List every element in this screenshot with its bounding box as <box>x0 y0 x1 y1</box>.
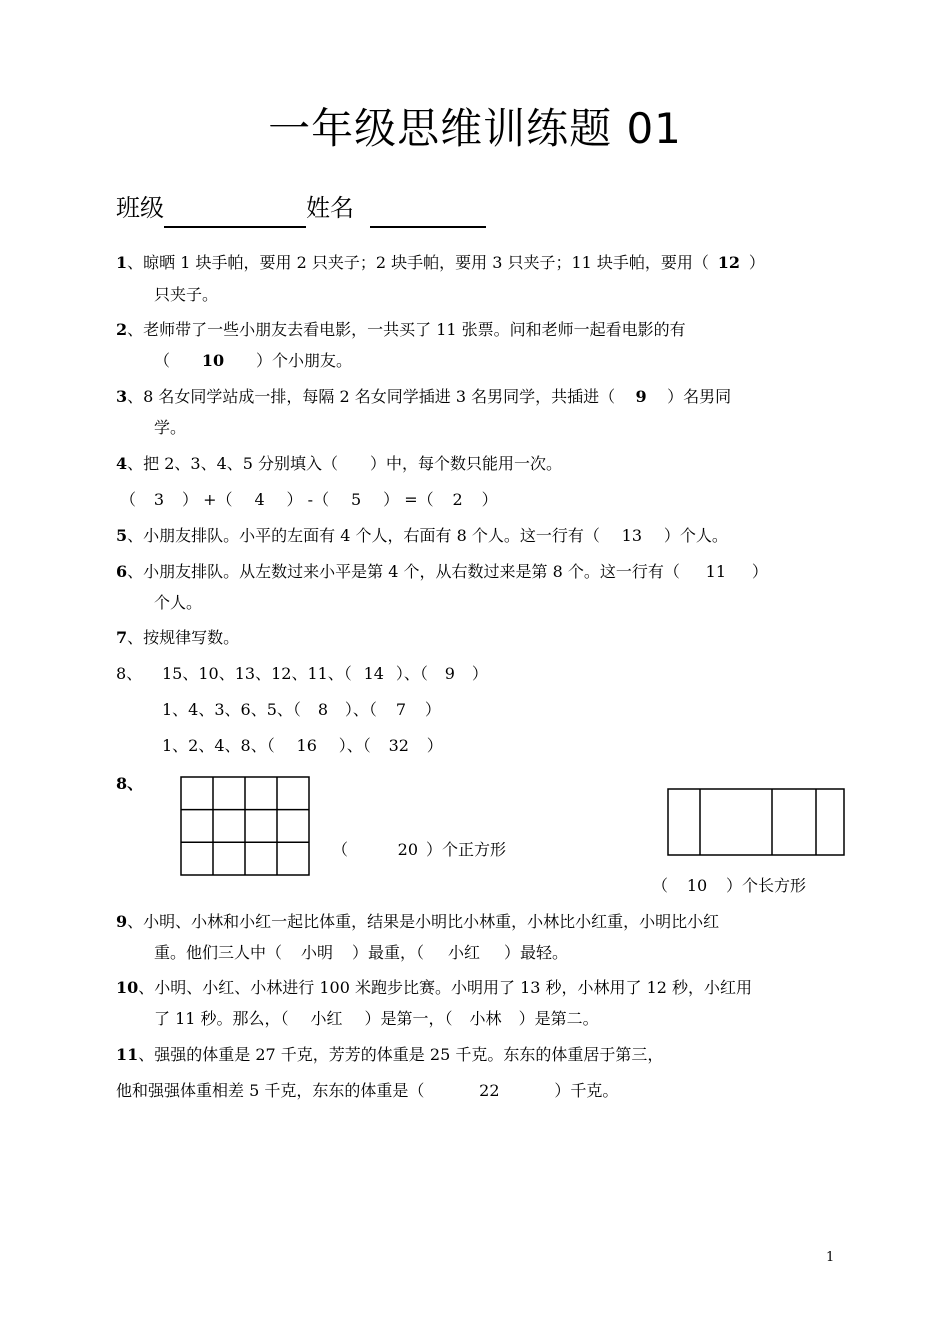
question-2-cont <box>154 350 352 372</box>
paren-open: （ <box>313 490 330 509</box>
question-number: 11 <box>116 1045 139 1064</box>
answer-value: 11 <box>705 562 727 581</box>
question-text: 、老师带了一些小朋友去看电影，一共买了 11 张票。问和老师一起看电影的有 <box>127 320 686 339</box>
sequence-row-1 <box>162 663 488 685</box>
question-3 <box>116 386 731 408</box>
question-5 <box>116 525 728 547</box>
question-1-cont: 只夹子。 <box>154 285 219 304</box>
rectangle-strip-figure <box>667 788 847 858</box>
question-text: 、小朋友排队。从左数过来小平是第 4 个，从右数过来是第 8 个。这一行有（ <box>127 562 680 581</box>
paren-close: ） <box>182 490 199 509</box>
sequence-text: 1、2、4、8、（ <box>162 736 275 755</box>
answer-value: 7 <box>395 700 407 719</box>
paren-close: ） <box>481 490 498 509</box>
paren-close: ） <box>286 490 303 509</box>
answer-value: 12 <box>717 253 741 272</box>
paren-open: （ <box>154 351 171 370</box>
question-number: 3 <box>116 387 128 406</box>
paren-open: （ <box>216 490 233 509</box>
paren-close: ） <box>751 562 768 581</box>
sequence-row-2 <box>162 699 441 721</box>
name-label: 姓名 <box>306 194 354 222</box>
answer-value: 13 <box>621 526 643 545</box>
question-text: 、小朋友排队。小平的左面有 4 个人，右面有 8 个人。这一行有（ <box>127 526 600 545</box>
question-text: 、小明、小红、小林进行 100 米跑步比赛。小明用了 13 秒，小林用了 12 秒，小红用 <box>138 978 753 997</box>
question-text: ）个长方形 <box>726 876 807 895</box>
paren-close: ） <box>383 490 400 509</box>
question-number: 7 <box>116 628 128 647</box>
question-number: 8 <box>116 664 127 683</box>
sequence-text: ）、（ <box>338 736 371 755</box>
plus-sign: + <box>203 490 217 509</box>
class-label: 班级 <box>116 194 164 222</box>
question-9 <box>116 911 719 933</box>
question-text: 他和强强体重相差 5 千克，东东的体重是（ <box>116 1081 425 1100</box>
page-title: 一年级思维训练题 01 <box>268 104 682 153</box>
question-10-cont <box>154 1008 599 1030</box>
name-blank[interactable] <box>370 226 486 228</box>
answer-value: 小红 <box>448 943 481 962</box>
question-11-cont <box>116 1080 618 1102</box>
question-text: ）名男同 <box>667 387 732 406</box>
sequence-text: ）、（ <box>395 664 428 683</box>
answer-value: 2 <box>452 490 463 509</box>
answer-value: 小红 <box>310 1009 343 1028</box>
page-number: 1 <box>826 1250 835 1265</box>
answer-value: 9 <box>635 387 647 406</box>
question-9-cont <box>154 942 568 964</box>
answer-value: 5 <box>350 490 362 509</box>
paren-open: （ <box>332 840 349 859</box>
question-sep: 、 <box>127 774 144 793</box>
answer-value: 22 <box>479 1081 500 1100</box>
question-text: ）个正方形 <box>426 840 507 859</box>
answer-value: 10 <box>201 351 225 370</box>
answer-value: 16 <box>296 736 317 755</box>
question-text: ）是第一，（ <box>364 1009 453 1028</box>
question-number: 4 <box>116 454 128 473</box>
question-11 <box>116 1044 663 1066</box>
question-6-cont: 个人。 <box>154 593 203 612</box>
question-text: ）最轻。 <box>504 943 569 962</box>
paren-close: ） <box>426 736 443 755</box>
paren-close: ） <box>748 253 765 272</box>
question-2 <box>116 319 686 341</box>
answer-value: 小明 <box>301 943 334 962</box>
question-6 <box>116 561 768 583</box>
equals-sign: = <box>404 490 418 509</box>
question-1 <box>116 252 765 274</box>
strip-border <box>668 789 844 855</box>
question-number: 5 <box>116 526 128 545</box>
question-3-cont: 学。 <box>154 418 187 437</box>
sequence-text: ）、（ <box>344 700 377 719</box>
question-text: ）是第二。 <box>518 1009 599 1028</box>
question-text: 、把 2、3、4、5 分别填入（ ）中，每个数只能用一次。 <box>127 454 563 473</box>
question-text: ）个人。 <box>663 526 728 545</box>
sequence-row-3 <box>162 735 443 757</box>
question-text: 、强强的体重是 27 千克，芳芳的体重是 25 千克。东东的体重居于第三， <box>138 1045 664 1064</box>
question-number: 6 <box>116 562 128 581</box>
answer-value: 小林 <box>469 1009 502 1028</box>
question-7 <box>116 627 239 649</box>
answer-value: 4 <box>254 490 265 509</box>
question-4 <box>116 453 562 475</box>
answer-value: 8 <box>317 700 328 719</box>
question-text: 、8 名女同学站成一排，每隔 2 名女同学插进 3 名男同学，共插进（ <box>127 387 616 406</box>
question-text: 了 11 秒。那么，（ <box>154 1009 289 1028</box>
question-text: 、按规律写数。 <box>127 628 240 647</box>
minus-sign: - <box>307 490 314 509</box>
answer-value: 3 <box>153 490 165 509</box>
rectangles-answer-line <box>652 875 806 897</box>
question-number: 8 <box>116 774 128 793</box>
question-text: 、晾晒 1 块手帕，要用 2 只夹子；2 块手帕，要用 3 只夹子；11 块手帕，要用（ <box>127 253 709 272</box>
question-number: 9 <box>116 912 128 931</box>
question-number: 2 <box>116 320 128 339</box>
answer-value: 14 <box>363 664 384 683</box>
sequence-text: 15、10、13、12、11、（ <box>162 664 352 683</box>
paren-open: （ <box>120 490 137 509</box>
question-sep: 、 <box>126 664 143 683</box>
answer-value: 9 <box>444 664 455 683</box>
paren-close: ） <box>471 664 488 683</box>
question-number: 10 <box>116 978 139 997</box>
question-text: 重。他们三人中（ <box>154 943 283 962</box>
paren-open: （ <box>417 490 434 509</box>
sequence-text: 1、4、3、6、5、（ <box>162 700 301 719</box>
question-10 <box>116 977 752 999</box>
question-text: ）最重，（ <box>352 943 425 962</box>
answer-value: 32 <box>388 736 409 755</box>
square-grid-figure <box>180 776 312 878</box>
paren-open: （ <box>652 876 669 895</box>
squares-answer-line <box>332 839 506 861</box>
answer-value: 10 <box>686 876 708 895</box>
question-8-label <box>116 663 142 685</box>
question-text: 、小明、小林和小红一起比体重，结果是小明比小林重，小林比小红重，小明比小红 <box>127 912 720 931</box>
class-blank[interactable] <box>164 226 306 228</box>
question-number: 1 <box>116 253 128 272</box>
question-text: ）千克。 <box>554 1081 619 1100</box>
question-4-equation <box>120 489 498 511</box>
answer-value: 20 <box>397 840 419 859</box>
question-8b-label <box>116 773 143 795</box>
paren-close: ） <box>424 700 441 719</box>
question-text: ）个小朋友。 <box>256 351 353 370</box>
